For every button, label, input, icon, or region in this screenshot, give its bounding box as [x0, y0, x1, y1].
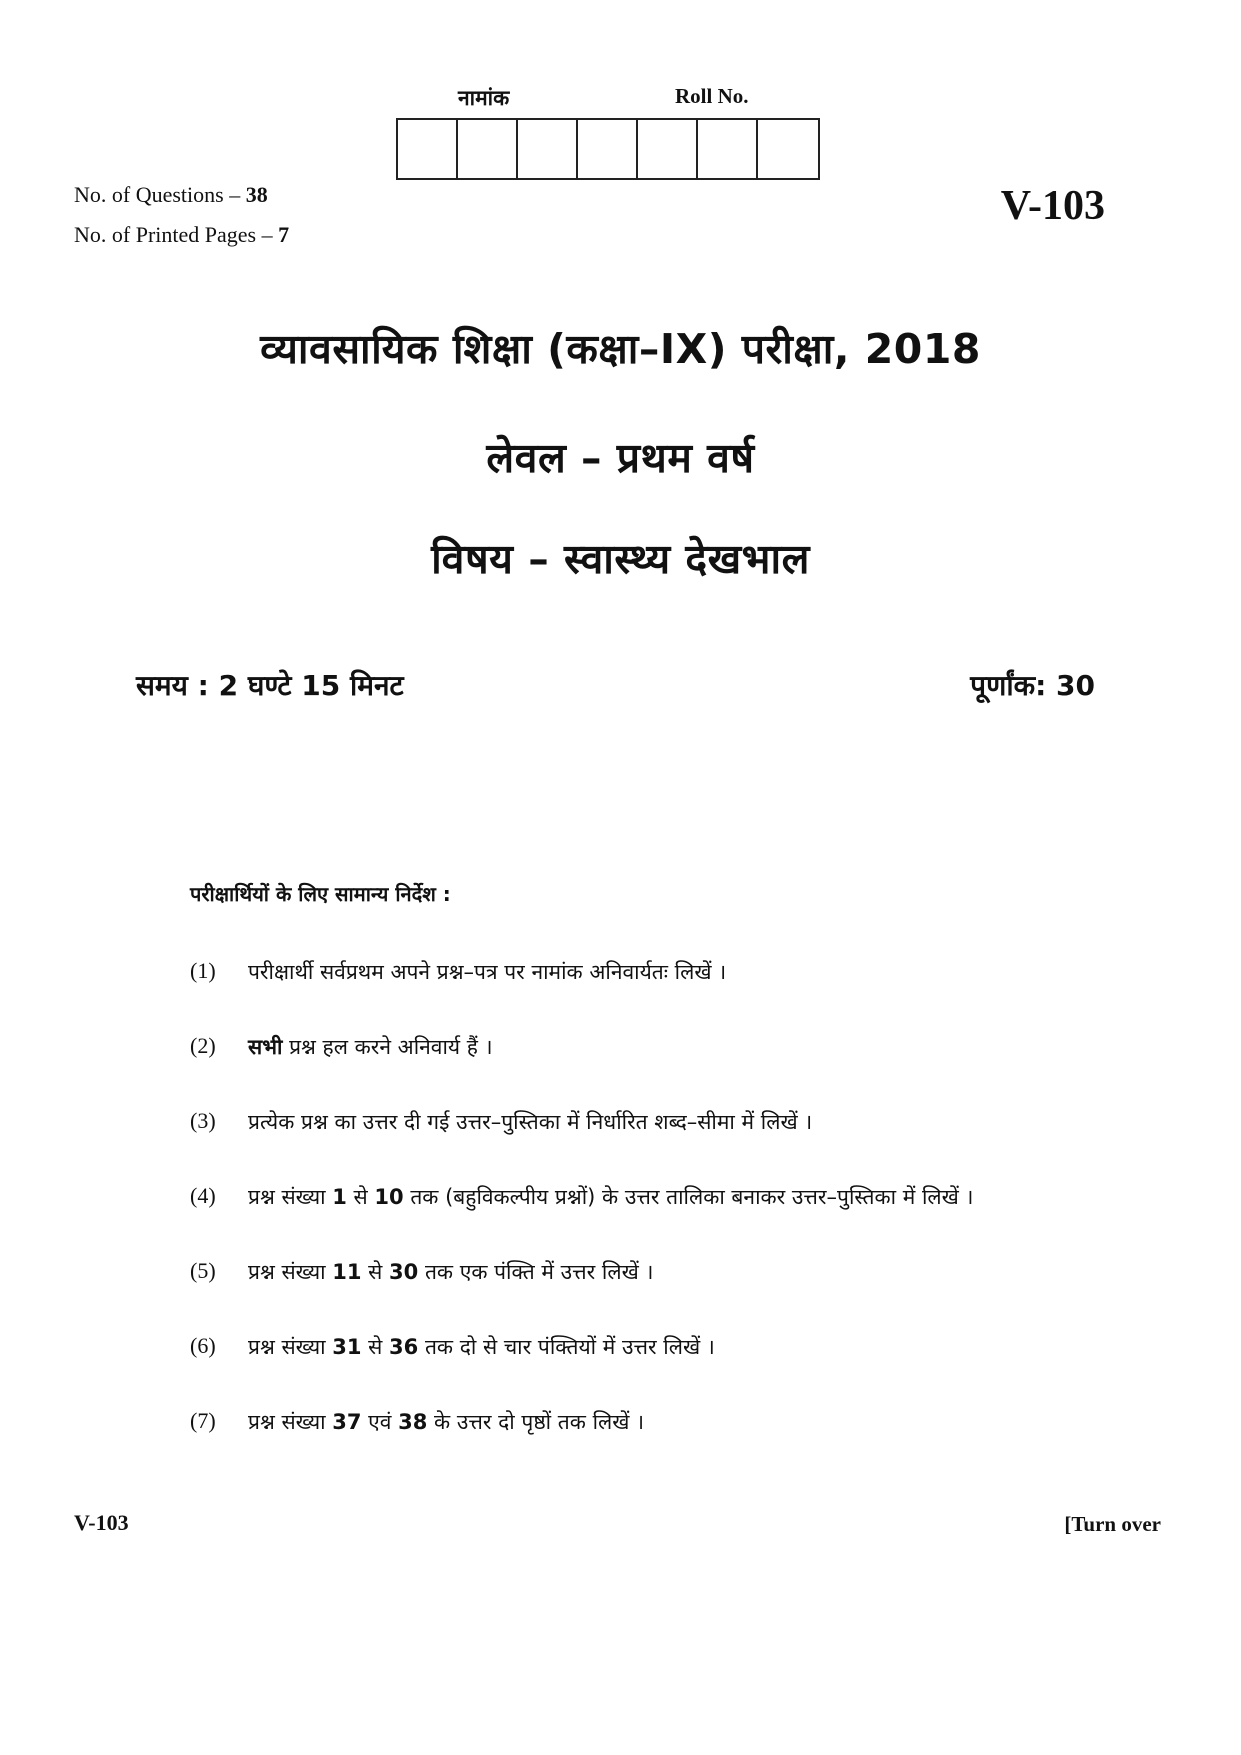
- instruction-segment: तक दो से चार पंक्तियों में उत्तर लिखें ।: [418, 1335, 715, 1359]
- instruction-segment: प्रश्न संख्या: [248, 1335, 333, 1359]
- instruction-number: (1): [190, 958, 216, 983]
- instruction-text: [248, 1258, 653, 1333]
- instruction-number: (7): [190, 1408, 216, 1433]
- instruction-segment: के उत्तर दो पृष्ठों तक लिखें ।: [427, 1410, 645, 1434]
- turn-over-note: [Turn over: [1064, 1512, 1161, 1536]
- instruction-text: [248, 1333, 715, 1408]
- instruction-bold: 38: [398, 1410, 428, 1434]
- number-of-printed-pages: [74, 222, 289, 248]
- instruction-item: [190, 1033, 1150, 1108]
- instruction-number: (2): [190, 1033, 216, 1058]
- instruction-segment: प्रश्न हल करने अनिवार्य हैं ।: [282, 1035, 493, 1059]
- level-title: लेवल – प्रथम वर्ष: [486, 434, 755, 482]
- instruction-segment: तक (बहुविकल्पीय प्रश्नों) के उत्तर तालिका बनाकर उत्तर–पुस्तिका में लिखें ।: [403, 1185, 974, 1209]
- instruction-number: (5): [190, 1258, 216, 1283]
- instruction-bold: 30: [389, 1260, 419, 1284]
- instruction-bold: 11: [332, 1260, 362, 1284]
- roll-number-box[interactable]: [638, 120, 698, 178]
- instruction-segment: से: [361, 1335, 390, 1359]
- questions-label: No. of Questions –: [74, 182, 241, 207]
- paper-code: V-103: [1000, 183, 1105, 229]
- instruction-number: (3): [190, 1108, 216, 1133]
- roll-number-box[interactable]: [758, 120, 818, 178]
- footer-paper-code: V-103: [74, 1510, 129, 1535]
- instruction-segment: परीक्षार्थी सर्वप्रथम अपने प्रश्न–पत्र पर नामांक अनिवार्यतः लिखें ।: [248, 960, 727, 984]
- instruction-item: [190, 1333, 1150, 1408]
- instruction-segment: से: [346, 1185, 375, 1209]
- instruction-bold: सभी: [248, 1035, 283, 1059]
- instruction-segment: प्रश्न संख्या: [248, 1410, 333, 1434]
- instructions-heading: परीक्षार्थियों के लिए सामान्य निर्देश :: [190, 882, 451, 906]
- roll-number-box[interactable]: [578, 120, 638, 178]
- instruction-segment: एवं: [361, 1410, 399, 1434]
- instruction-bold: 10: [374, 1185, 404, 1209]
- roll-number-boxes: [396, 118, 820, 180]
- roll-number-box[interactable]: [458, 120, 518, 178]
- instruction-item: [190, 1108, 1150, 1183]
- roll-number-box[interactable]: [518, 120, 578, 178]
- instruction-bold: 31: [332, 1335, 362, 1359]
- instruction-text: [248, 1408, 644, 1483]
- instructions-list: [190, 958, 1150, 1483]
- instruction-item: [190, 1183, 1150, 1258]
- number-of-questions: [74, 182, 268, 208]
- instruction-segment: प्रत्येक प्रश्न का उत्तर दी गई उत्तर–पुस्तिका में निर्धारित शब्द–सीमा में लिखें ।: [248, 1110, 813, 1134]
- instruction-number: (4): [190, 1183, 216, 1208]
- roll-number-label-hindi: नामांक: [458, 85, 510, 110]
- instruction-item: [190, 1258, 1150, 1333]
- questions-value: 38: [245, 182, 268, 207]
- pages-label: No. of Printed Pages –: [74, 222, 273, 247]
- instruction-text: [248, 958, 726, 1033]
- instruction-segment: तक एक पंक्ति में उत्तर लिखें ।: [418, 1260, 654, 1284]
- instruction-bold: 37: [332, 1410, 362, 1434]
- roll-number-box[interactable]: [398, 120, 458, 178]
- instruction-segment: प्रश्न संख्या: [248, 1185, 333, 1209]
- instruction-bold: 1: [332, 1185, 347, 1209]
- time-allowed: समय : 2 घण्टे 15 मिनट: [136, 669, 404, 702]
- instruction-segment: प्रश्न संख्या: [248, 1260, 333, 1284]
- instruction-number: (6): [190, 1333, 216, 1358]
- instruction-item: [190, 958, 1150, 1033]
- instruction-text: [248, 1033, 493, 1108]
- instruction-bold: 36: [389, 1335, 419, 1359]
- instruction-item: [190, 1408, 1150, 1483]
- instruction-segment: से: [361, 1260, 390, 1284]
- subject-title: विषय – स्वास्थ्य देखभाल: [431, 535, 810, 583]
- instruction-text: [248, 1108, 812, 1183]
- max-marks: पूर्णांक: 30: [970, 669, 1095, 702]
- roll-number-box[interactable]: [698, 120, 758, 178]
- roll-number-label: Roll No.: [675, 84, 749, 108]
- instruction-text: [248, 1183, 974, 1258]
- pages-value: 7: [278, 222, 290, 247]
- exam-title: व्यावसायिक शिक्षा (कक्षा–IX) परीक्षा, 2018: [260, 325, 981, 373]
